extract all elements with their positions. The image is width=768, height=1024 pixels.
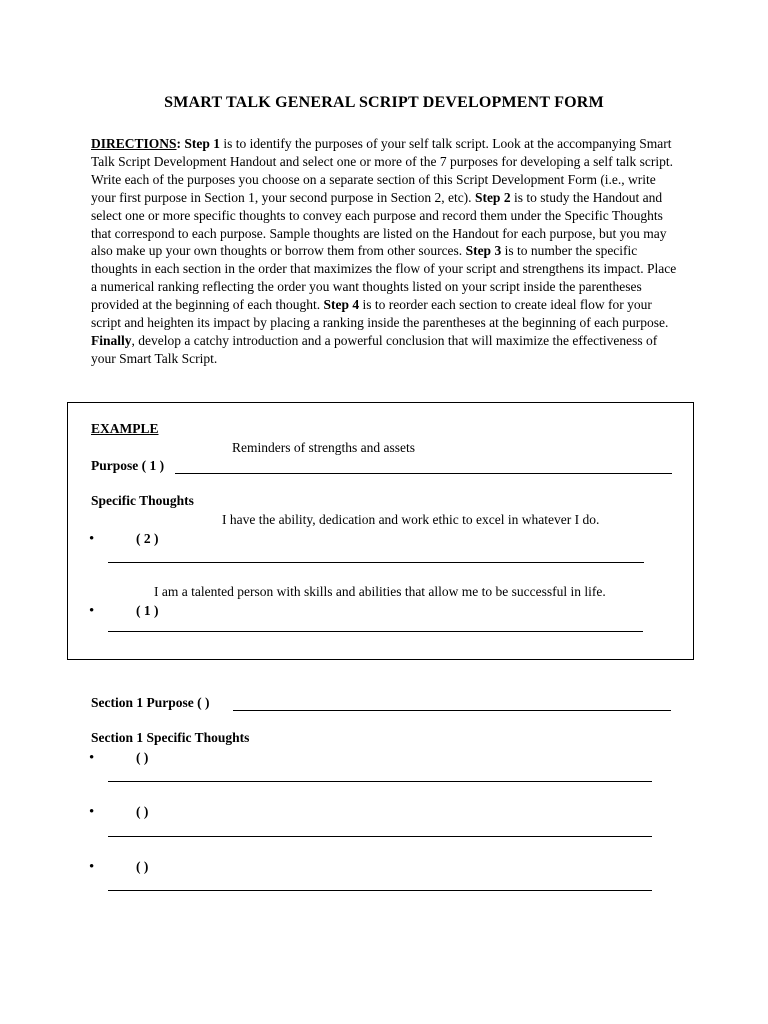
bullet-icon: •: [89, 859, 95, 875]
section1-thought-rank[interactable]: ( ): [136, 750, 149, 765]
section1-specific-thoughts-label: Section 1 Specific Thoughts: [91, 730, 250, 745]
directions-colon: :: [176, 136, 182, 151]
bullet-icon: •: [89, 531, 95, 547]
example-heading: EXAMPLE: [91, 421, 159, 436]
example-purpose-value: Reminders of strengths and assets: [232, 440, 415, 455]
form-title: SMART TALK GENERAL SCRIPT DEVELOPMENT FORM: [164, 94, 604, 111]
finally-text: , develop a catchy introduction and a powerful conclusion that will maximize the effectiveness of your Smart Talk Script.: [91, 332, 658, 366]
directions-label: DIRECTIONS: [91, 136, 177, 151]
example-thought-line: [108, 562, 644, 563]
bullet-icon: •: [89, 750, 95, 766]
section1-thought-line[interactable]: [108, 836, 652, 837]
step1-text: is to identify the purposes of your self talk script. Look at the accompanying Smart Talk Script Development Handout and select one or more of the 7 purposes for developing a self talk script. Write each of the purposes you choose on a separate section of this Script Development Form (i.e., write your first purpose in Section 1, your second purpose in Section 2, etc).: [91, 136, 674, 205]
step3-label: Step 3: [465, 243, 502, 259]
section1-thought-line[interactable]: [108, 781, 652, 782]
example-thought-text: I am a talented person with skills and abilities that allow me to be successful in life.: [154, 584, 606, 599]
section1-thought-rank[interactable]: ( ): [136, 859, 149, 874]
example-thought-rank: ( 1 ): [136, 603, 159, 618]
step1-label: Step 1: [184, 136, 221, 151]
finally-label: Finally: [91, 332, 132, 348]
section1-purpose-label: Section 1 Purpose ( ): [91, 695, 210, 710]
example-purpose-line: [175, 473, 672, 474]
section1-purpose-line[interactable]: [233, 710, 671, 711]
step2-label: Step 2: [474, 189, 511, 205]
example-thought-text: I have the ability, dedication and work ethic to excel in whatever I do.: [222, 512, 600, 527]
example-thought-line: [108, 631, 643, 632]
section1-thought-rank[interactable]: ( ): [136, 804, 149, 819]
step3-text: is to number the specific thoughts in each section in the order that maximizes the flow of your script and strengthens its impact. Place a numerical ranking reflecting the order you want thoughts listed on your script inside the parentheses provided at the beginning of each thought.: [91, 243, 677, 313]
bullet-icon: •: [89, 804, 95, 820]
step4-label: Step 4: [323, 297, 360, 313]
directions-paragraph: [91, 135, 681, 368]
section1-thought-line[interactable]: [108, 890, 652, 891]
step2-text: is to study the Handout and select one or more specific thoughts to convey each purpose and record them under the Specific Thoughts that correspond to each purpose. Sample thoughts are listed on the Handout for each purpose, but you may also make up your own thoughts or borrow them from other sources.: [91, 189, 667, 259]
example-purpose-label: Purpose ( 1 ): [91, 458, 165, 473]
example-thought-rank: ( 2 ): [136, 531, 159, 546]
example-specific-thoughts-label: Specific Thoughts: [91, 493, 194, 508]
bullet-icon: •: [89, 603, 95, 619]
step4-text: is to reorder each section to create ideal flow for your script and heighten its impact by placing a ranking inside the parentheses at the beginning of each purpose.: [91, 297, 669, 331]
